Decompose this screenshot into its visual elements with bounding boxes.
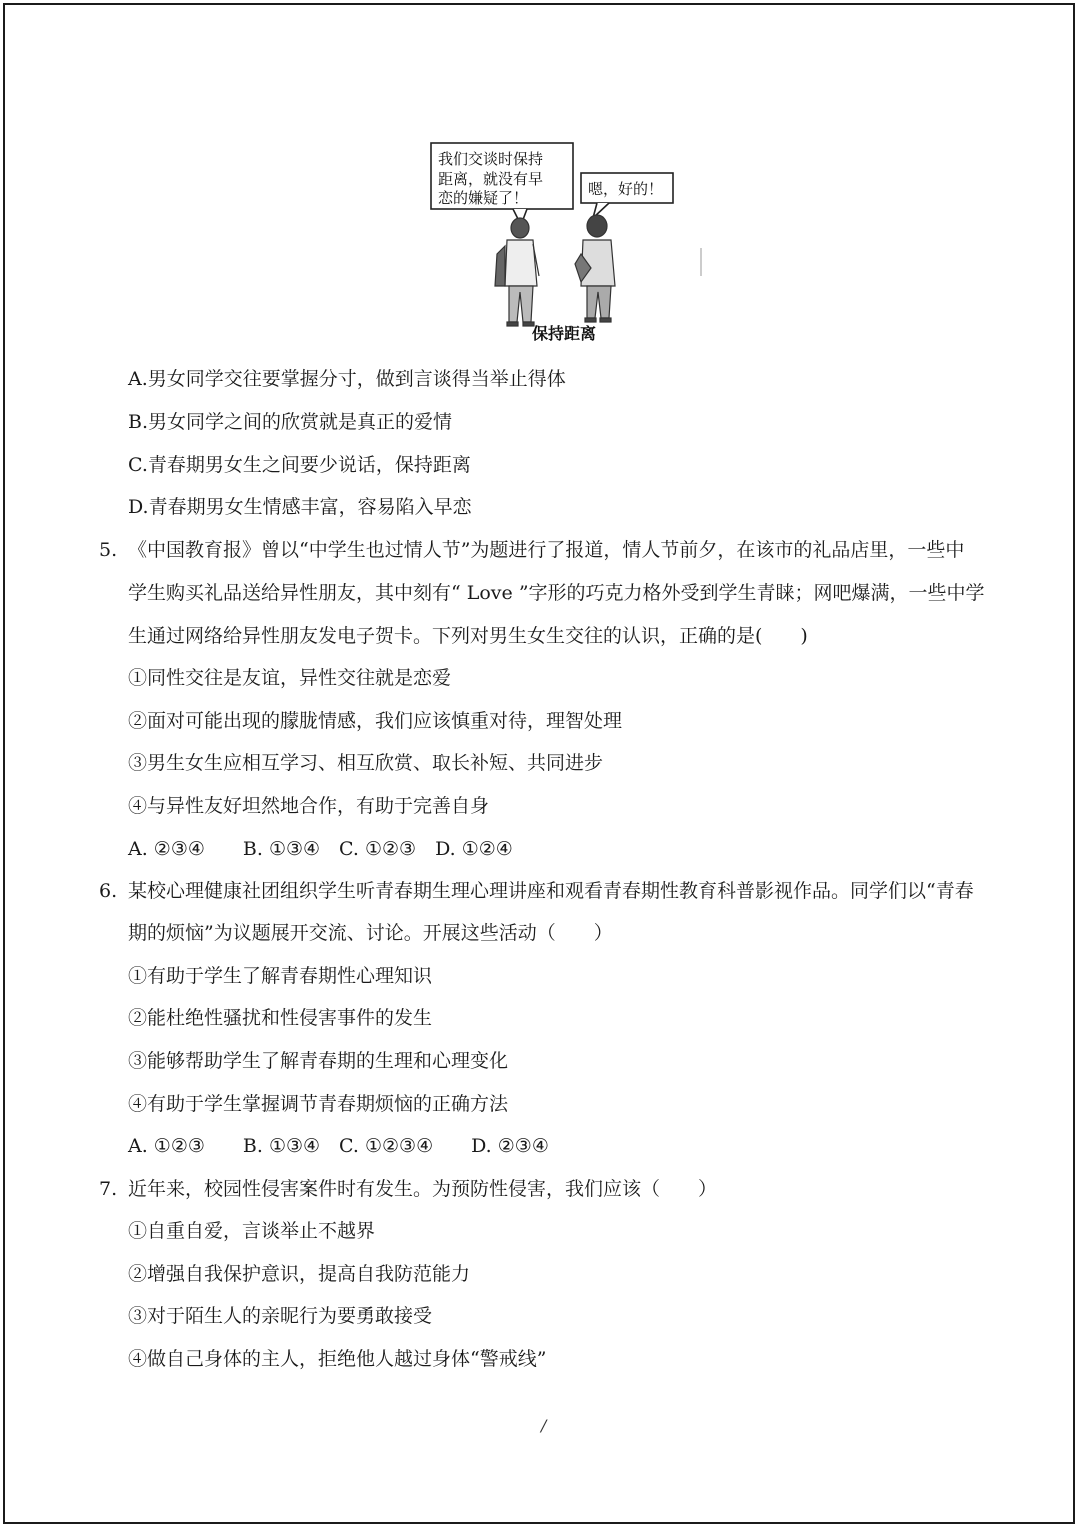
comic-illustration (425, 136, 715, 348)
girl-figure (575, 215, 615, 322)
figure-caption: 保持距离 (532, 324, 597, 343)
boy-figure (495, 218, 539, 326)
q6-item-3: ③能够帮助学生了解青春期的生理和心理变化 (128, 1050, 509, 1072)
q7-stem-line-1: 近年来，校园性侵害案件时有发生。为预防性侵害，我们应该（ ） (128, 1178, 718, 1200)
q6-stem-line-1: 某校心理健康社团组织学生听青春期生理心理讲座和观看青春期性教育科普影视作品。同学们以“青春 (128, 880, 974, 902)
q6-choices: A. ①②③ B. ①③④ C. ①②③④ D. ②③④ (128, 1135, 549, 1157)
q6-item-1: ①有助于学生了解青春期性心理知识 (128, 965, 433, 987)
q6-item-4: ④有助于学生掌握调节青春期烦恼的正确方法 (128, 1093, 509, 1115)
q5-stem-line-2: 学生购买礼品送给异性朋友，其中刻有“ Love ”字形的巧克力格外受到学生青睐；网吧爆满，一些中学 (128, 582, 985, 604)
bubble-girl-text: 嗯，好的！ (588, 180, 664, 198)
bubble-boy-line-3: 恋的嫌疑了！ (438, 189, 529, 207)
q5-number: 5. (99, 539, 118, 561)
q4-option-a: A.男女同学交往要掌握分寸，做到言谈得当举止得体 (128, 368, 566, 390)
q4-option-b: B.男女同学之间的欣赏就是真正的爱情 (128, 411, 453, 433)
q7-item-1: ①自重自爱，言谈举止不越界 (128, 1220, 376, 1242)
q6-number: 6. (99, 880, 118, 902)
q5-item-4: ④与异性友好坦然地合作，有助于完善自身 (128, 795, 490, 817)
q7-number: 7. (99, 1178, 118, 1200)
bubble-boy-line-2: 距离，就没有早 (438, 170, 544, 188)
q6-item-2: ②能杜绝性骚扰和性侵害事件的发生 (128, 1007, 433, 1029)
q5-item-3: ③男生女生应相互学习、相互欣赏、取长补短、共同进步 (128, 752, 604, 774)
q5-item-1: ①同性交往是友谊，异性交往就是恋爱 (128, 667, 452, 689)
q5-item-2: ②面对可能出现的朦胧情感，我们应该慎重对待，理智处理 (128, 710, 623, 732)
page-number: / (541, 1416, 547, 1435)
q7-item-3: ③对于陌生人的亲昵行为要勇敢接受 (128, 1305, 433, 1327)
q5-choices: A. ②③④ B. ①③④ C. ①②③ D. ①②④ (128, 838, 513, 860)
q7-item-4: ④做自己身体的主人，拒绝他人越过身体“警戒线” (128, 1348, 547, 1370)
q7-item-2: ②增强自我保护意识，提高自我防范能力 (128, 1263, 471, 1285)
q4-option-c: C.青春期男女生之间要少说话，保持距离 (128, 454, 471, 476)
q4-option-d: D.青春期男女生情感丰富，容易陷入早恋 (128, 496, 472, 518)
q5-stem-line-1: 《中国教育报》曾以“中学生也过情人节”为题进行了报道，情人节前夕，在该市的礼品店里，一些中 (128, 539, 965, 561)
bubble-boy-line-1: 我们交谈时保持 (438, 150, 544, 168)
q6-stem-line-2: 期的烦恼”为议题展开交流、讨论。开展这些活动（ ） (128, 922, 613, 944)
q5-stem-line-3: 生通过网络给异性朋友发电子贺卡。下列对男生女生交往的认识，正确的是( ) (128, 625, 808, 647)
